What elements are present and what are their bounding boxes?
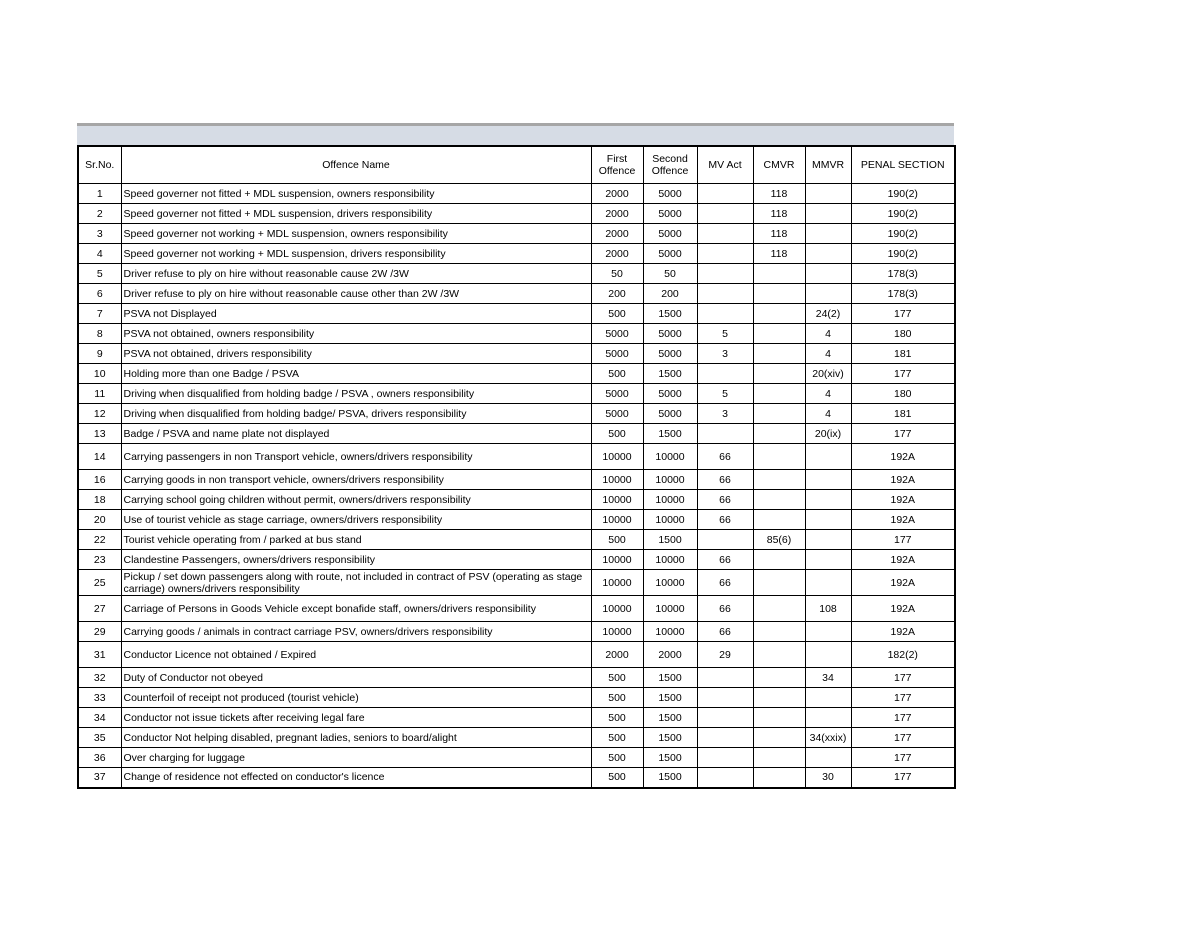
cell-first-offence: 10000 [591,550,643,570]
table-body [78,184,955,788]
cell-mmvr [805,244,851,264]
cell-penal-section: 192A [851,596,955,622]
cell-sr-no: 13 [78,424,121,444]
cell-sr-no: 8 [78,324,121,344]
cell-second-offence: 50 [643,264,697,284]
cell-second-offence: 1500 [643,728,697,748]
cell-offence-name: Tourist vehicle operating from / parked at bus stand [121,530,591,550]
cell-mmvr: 20(xiv) [805,364,851,384]
cell-sr-no: 34 [78,708,121,728]
cell-offence-name: Driving when disqualified from holding badge / PSVA , owners responsibility [121,384,591,404]
table-row [78,324,955,344]
cell-first-offence: 200 [591,284,643,304]
cell-sr-no: 29 [78,622,121,642]
cell-mmvr: 4 [805,344,851,364]
cell-second-offence: 1500 [643,748,697,768]
cell-penal-section: 190(2) [851,224,955,244]
cell-mmvr: 4 [805,404,851,424]
cell-first-offence: 500 [591,768,643,788]
cell-offence-name: Speed governer not fitted + MDL suspension, drivers responsibility [121,204,591,224]
header-band [77,123,954,145]
cell-mmvr: 30 [805,768,851,788]
cell-penal-section: 181 [851,404,955,424]
cell-penal-section: 192A [851,470,955,490]
table-row [78,384,955,404]
cell-sr-no: 32 [78,668,121,688]
cell-cmvr [753,748,805,768]
cell-mv-act: 3 [697,404,753,424]
cell-first-offence: 2000 [591,204,643,224]
cell-cmvr [753,304,805,324]
table-row [78,596,955,622]
cell-mmvr [805,284,851,304]
cell-offence-name: Speed governer not working + MDL suspension, drivers responsibility [121,244,591,264]
cell-cmvr [753,596,805,622]
cell-offence-name: Carrying passengers in non Transport vehicle, owners/drivers responsibility [121,444,591,470]
cell-first-offence: 2000 [591,244,643,264]
header-offence-name: Offence Name [121,146,591,184]
cell-mmvr [805,570,851,596]
table-row [78,510,955,530]
header-first-offence: First Offence [591,146,643,184]
cell-penal-section: 177 [851,748,955,768]
cell-penal-section: 177 [851,728,955,748]
header-penal-section: PENAL SECTION [851,146,955,184]
cell-mmvr: 24(2) [805,304,851,324]
cell-cmvr [753,768,805,788]
table-row [78,708,955,728]
cell-mv-act [697,748,753,768]
cell-penal-section: 177 [851,668,955,688]
cell-offence-name: Conductor not issue tickets after receiving legal fare [121,708,591,728]
cell-sr-no: 6 [78,284,121,304]
cell-offence-name: Carrying goods in non transport vehicle, owners/drivers responsibility [121,470,591,490]
cell-mv-act [697,728,753,748]
cell-mmvr [805,224,851,244]
cell-cmvr [753,550,805,570]
cell-cmvr [753,424,805,444]
cell-penal-section: 177 [851,304,955,324]
cell-offence-name: Badge / PSVA and name plate not displayed [121,424,591,444]
cell-first-offence: 5000 [591,384,643,404]
cell-second-offence: 1500 [643,668,697,688]
table-row [78,490,955,510]
cell-offence-name: Conductor Not helping disabled, pregnant ladies, seniors to board/alight [121,728,591,748]
cell-penal-section: 192A [851,622,955,642]
table-row [78,204,955,224]
cell-first-offence: 10000 [591,622,643,642]
cell-cmvr [753,264,805,284]
cell-mmvr [805,642,851,668]
cell-offence-name: Speed governer not working + MDL suspension, owners responsibility [121,224,591,244]
table-row [78,424,955,444]
cell-second-offence: 10000 [643,490,697,510]
cell-mv-act: 66 [697,490,753,510]
cell-penal-section: 190(2) [851,204,955,224]
cell-first-offence: 500 [591,688,643,708]
cell-cmvr: 85(6) [753,530,805,550]
cell-offence-name: Conductor Licence not obtained / Expired [121,642,591,668]
cell-sr-no: 7 [78,304,121,324]
table-row [78,728,955,748]
cell-second-offence: 10000 [643,470,697,490]
cell-cmvr [753,688,805,708]
cell-offence-name: PSVA not Displayed [121,304,591,324]
cell-mmvr [805,510,851,530]
header-second-offence: Second Offence [643,146,697,184]
cell-mmvr [805,444,851,470]
cell-penal-section: 190(2) [851,244,955,264]
cell-penal-section: 177 [851,530,955,550]
cell-mv-act: 66 [697,470,753,490]
cell-mmvr: 20(ix) [805,424,851,444]
cell-sr-no: 23 [78,550,121,570]
cell-sr-no: 37 [78,768,121,788]
table-row [78,642,955,668]
cell-cmvr: 118 [753,224,805,244]
table-row [78,530,955,550]
cell-second-offence: 5000 [643,344,697,364]
table-row [78,304,955,324]
cell-offence-name: Use of tourist vehicle as stage carriage, owners/drivers responsibility [121,510,591,530]
cell-mv-act [697,264,753,284]
cell-first-offence: 50 [591,264,643,284]
cell-second-offence: 10000 [643,622,697,642]
cell-mv-act [697,364,753,384]
table-row [78,244,955,264]
cell-cmvr [753,668,805,688]
cell-penal-section: 192A [851,550,955,570]
table-row [78,344,955,364]
cell-second-offence: 1500 [643,364,697,384]
cell-offence-name: Speed governer not fitted + MDL suspension, owners responsibility [121,184,591,204]
cell-offence-name: Holding more than one Badge / PSVA [121,364,591,384]
cell-penal-section: 190(2) [851,184,955,204]
cell-first-offence: 500 [591,530,643,550]
cell-sr-no: 27 [78,596,121,622]
table-row [78,224,955,244]
cell-offence-name: Counterfoil of receipt not produced (tourist vehicle) [121,688,591,708]
cell-sr-no: 9 [78,344,121,364]
cell-second-offence: 5000 [643,384,697,404]
cell-mv-act: 66 [697,622,753,642]
table-row [78,404,955,424]
cell-mv-act [697,204,753,224]
cell-cmvr [753,284,805,304]
cell-mmvr: 4 [805,324,851,344]
cell-second-offence: 1500 [643,708,697,728]
cell-mv-act [697,530,753,550]
cell-mv-act [697,304,753,324]
cell-first-offence: 500 [591,708,643,728]
cell-second-offence: 5000 [643,404,697,424]
cell-second-offence: 10000 [643,570,697,596]
cell-second-offence: 1500 [643,768,697,788]
cell-first-offence: 500 [591,424,643,444]
cell-mv-act [697,768,753,788]
cell-first-offence: 5000 [591,324,643,344]
cell-sr-no: 12 [78,404,121,424]
cell-penal-section: 177 [851,364,955,384]
cell-sr-no: 35 [78,728,121,748]
cell-mv-act [697,184,753,204]
cell-mv-act [697,668,753,688]
cell-first-offence: 10000 [591,470,643,490]
cell-offence-name: Driver refuse to ply on hire without reasonable cause 2W /3W [121,264,591,284]
cell-sr-no: 18 [78,490,121,510]
cell-cmvr [753,344,805,364]
cell-offence-name: Carrying school going children without permit, owners/drivers responsibility [121,490,591,510]
cell-penal-section: 192A [851,570,955,596]
cell-mmvr [805,748,851,768]
table-row [78,768,955,788]
cell-mv-act [697,224,753,244]
table-row [78,184,955,204]
cell-first-offence: 10000 [591,596,643,622]
cell-offence-name: Change of residence not effected on conductor's licence [121,768,591,788]
cell-cmvr [753,708,805,728]
cell-first-offence: 500 [591,364,643,384]
cell-sr-no: 36 [78,748,121,768]
cell-mv-act: 66 [697,510,753,530]
cell-second-offence: 1500 [643,304,697,324]
cell-penal-section: 177 [851,424,955,444]
cell-first-offence: 10000 [591,510,643,530]
cell-offence-name: Duty of Conductor not obeyed [121,668,591,688]
table-row [78,622,955,642]
cell-second-offence: 5000 [643,224,697,244]
cell-first-offence: 2000 [591,224,643,244]
cell-offence-name: Carrying goods / animals in contract carriage PSV, owners/drivers responsibility [121,622,591,642]
cell-cmvr [753,570,805,596]
cell-cmvr [753,444,805,470]
cell-sr-no: 16 [78,470,121,490]
cell-penal-section: 177 [851,708,955,728]
cell-penal-section: 192A [851,510,955,530]
cell-mv-act [697,284,753,304]
cell-mv-act: 29 [697,642,753,668]
cell-second-offence: 1500 [643,530,697,550]
cell-offence-name: Driver refuse to ply on hire without reasonable cause other than 2W /3W [121,284,591,304]
cell-penal-section: 180 [851,384,955,404]
table-row [78,364,955,384]
cell-second-offence: 5000 [643,184,697,204]
cell-mv-act: 66 [697,570,753,596]
header-sr-no: Sr.No. [78,146,121,184]
cell-first-offence: 500 [591,304,643,324]
cell-second-offence: 10000 [643,444,697,470]
cell-mv-act: 66 [697,596,753,622]
cell-penal-section: 182(2) [851,642,955,668]
table-row [78,470,955,490]
cell-sr-no: 2 [78,204,121,224]
cell-sr-no: 5 [78,264,121,284]
cell-second-offence: 10000 [643,550,697,570]
cell-first-offence: 2000 [591,642,643,668]
cell-first-offence: 500 [591,728,643,748]
cell-mv-act: 66 [697,550,753,570]
cell-second-offence: 5000 [643,244,697,264]
cell-cmvr [753,622,805,642]
cell-cmvr [753,404,805,424]
cell-first-offence: 500 [591,668,643,688]
table-row [78,264,955,284]
cell-cmvr: 118 [753,244,805,264]
table-row [78,444,955,470]
cell-second-offence: 1500 [643,688,697,708]
cell-offence-name: Clandestine Passengers, owners/drivers responsibility [121,550,591,570]
cell-mv-act [697,708,753,728]
cell-second-offence: 1500 [643,424,697,444]
cell-mv-act: 3 [697,344,753,364]
cell-first-offence: 10000 [591,444,643,470]
cell-offence-name: Over charging for luggage [121,748,591,768]
cell-sr-no: 4 [78,244,121,264]
cell-sr-no: 20 [78,510,121,530]
cell-sr-no: 31 [78,642,121,668]
cell-sr-no: 25 [78,570,121,596]
cell-penal-section: 192A [851,490,955,510]
cell-second-offence: 5000 [643,204,697,224]
cell-penal-section: 178(3) [851,284,955,304]
cell-mmvr: 34 [805,668,851,688]
cell-mmvr [805,530,851,550]
cell-cmvr [753,384,805,404]
header-mv-act: MV Act [697,146,753,184]
cell-cmvr [753,510,805,530]
cell-cmvr: 118 [753,184,805,204]
cell-offence-name: PSVA not obtained, drivers responsibility [121,344,591,364]
cell-mmvr [805,490,851,510]
table-row [78,570,955,596]
cell-penal-section: 192A [851,444,955,470]
cell-mv-act: 66 [697,444,753,470]
cell-first-offence: 10000 [591,570,643,596]
cell-offence-name: PSVA not obtained, owners responsibility [121,324,591,344]
table-row [78,668,955,688]
cell-first-offence: 5000 [591,404,643,424]
cell-mmvr [805,708,851,728]
cell-penal-section: 181 [851,344,955,364]
cell-penal-section: 178(3) [851,264,955,284]
cell-penal-section: 180 [851,324,955,344]
table-row [78,748,955,768]
cell-mmvr [805,550,851,570]
cell-mmvr: 34(xxix) [805,728,851,748]
offence-table [77,145,956,789]
cell-second-offence: 2000 [643,642,697,668]
cell-cmvr [753,470,805,490]
cell-mv-act: 5 [697,324,753,344]
cell-sr-no: 22 [78,530,121,550]
cell-sr-no: 1 [78,184,121,204]
cell-second-offence: 10000 [643,596,697,622]
cell-mmvr [805,264,851,284]
cell-sr-no: 33 [78,688,121,708]
cell-second-offence: 200 [643,284,697,304]
table-row [78,550,955,570]
cell-offence-name: Carriage of Persons in Goods Vehicle except bonafide staff, owners/drivers responsibility [121,596,591,622]
cell-cmvr [753,364,805,384]
table-row [78,688,955,708]
cell-cmvr [753,728,805,748]
cell-mv-act [697,688,753,708]
cell-mmvr [805,470,851,490]
cell-mv-act: 5 [697,384,753,404]
header-row [78,146,955,184]
cell-mv-act [697,424,753,444]
cell-sr-no: 10 [78,364,121,384]
cell-mmvr [805,622,851,642]
cell-mmvr [805,204,851,224]
cell-mmvr [805,184,851,204]
cell-cmvr: 118 [753,204,805,224]
cell-mv-act [697,244,753,264]
cell-cmvr [753,642,805,668]
cell-first-offence: 5000 [591,344,643,364]
cell-cmvr [753,490,805,510]
cell-sr-no: 11 [78,384,121,404]
cell-second-offence: 5000 [643,324,697,344]
cell-mmvr [805,688,851,708]
cell-penal-section: 177 [851,768,955,788]
cell-mmvr: 108 [805,596,851,622]
table-row [78,284,955,304]
header-mmvr: MMVR [805,146,851,184]
cell-cmvr [753,324,805,344]
cell-offence-name: Driving when disqualified from holding badge/ PSVA, drivers responsibility [121,404,591,424]
cell-first-offence: 10000 [591,490,643,510]
header-cmvr: CMVR [753,146,805,184]
cell-first-offence: 500 [591,748,643,768]
cell-second-offence: 10000 [643,510,697,530]
cell-penal-section: 177 [851,688,955,708]
cell-sr-no: 3 [78,224,121,244]
cell-mmvr: 4 [805,384,851,404]
cell-offence-name: Pickup / set down passengers along with route, not included in contract of PSV (operating as stage carriage) owners/drivers responsibility [121,570,591,596]
cell-first-offence: 2000 [591,184,643,204]
cell-sr-no: 14 [78,444,121,470]
